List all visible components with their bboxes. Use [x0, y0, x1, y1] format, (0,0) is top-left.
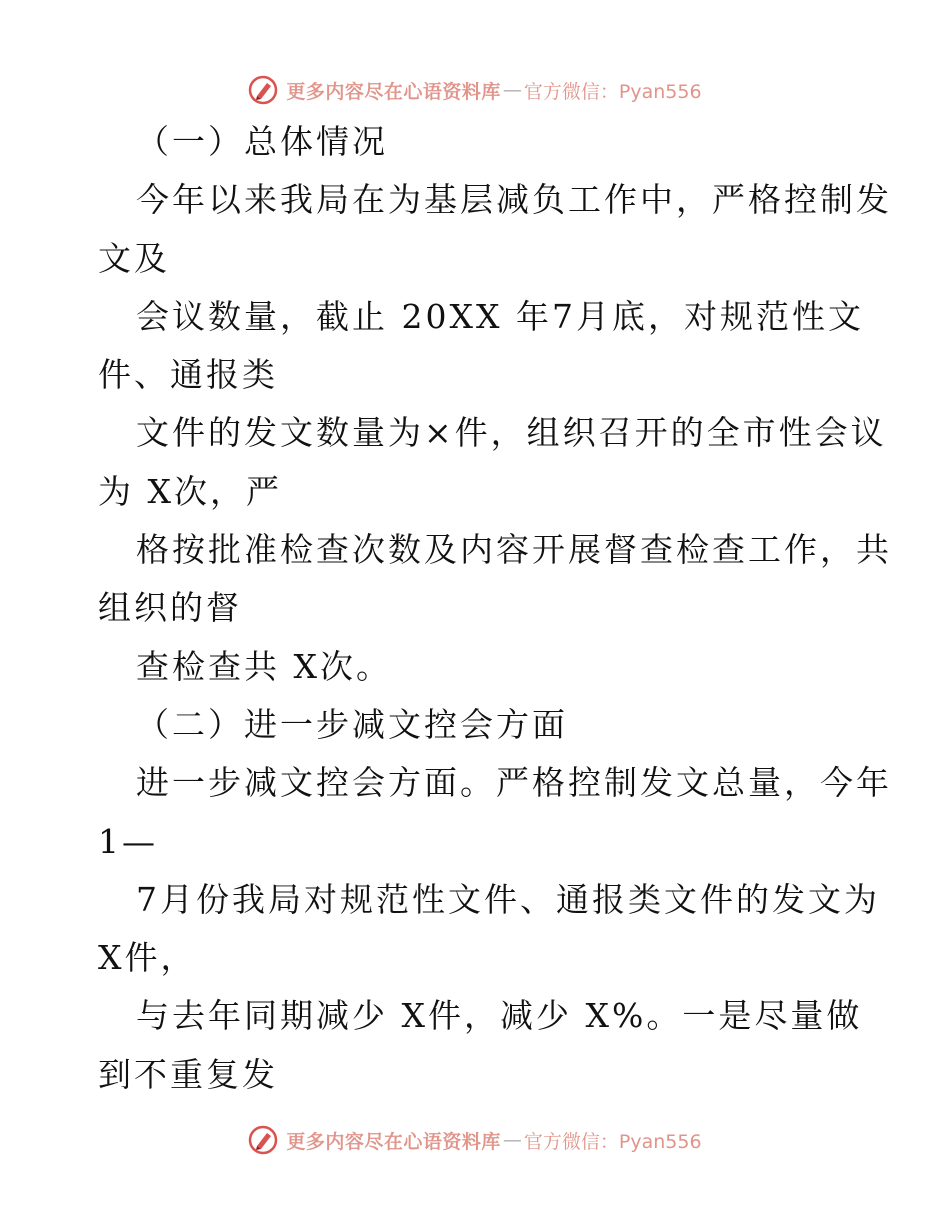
watermark-text: 更多内容尽在心语资料库	[286, 80, 501, 103]
text-line: （一）总体情况	[136, 122, 388, 161]
pen-logo-icon	[248, 1125, 278, 1155]
watermark-separator: —	[502, 1129, 522, 1151]
footer-watermark	[0, 1120, 950, 1160]
text-line: 1—	[98, 821, 158, 861]
watermark-wechat: 官方微信：Pyan556	[523, 80, 702, 103]
pen-logo-icon	[248, 75, 278, 105]
text-line: 文件的发文数量为×件，组织召开的全市性会议	[136, 413, 887, 453]
text-line: 为 X次，严	[98, 471, 282, 511]
text-line: 格按批准检查次数及内容开展督查检查工作，共	[136, 530, 892, 570]
text-line: 件、通报类	[98, 355, 278, 395]
text-line: 与去年同期减少 X件，减少 X%。一是尽量做	[136, 996, 863, 1036]
text-line: 文及	[98, 238, 170, 278]
text-line: （二）进一步减文控会方面	[136, 704, 568, 744]
text-line: 查检查共 X次。	[136, 646, 392, 686]
header-watermark	[0, 70, 950, 110]
watermark-text: 更多内容尽在心语资料库	[286, 1130, 501, 1153]
text-line: 到不重复发	[98, 1054, 278, 1094]
document-body	[98, 113, 892, 1104]
text-line: 组织的督	[98, 588, 242, 628]
text-line: X件，	[98, 938, 197, 978]
text-line: 7月份我局对规范性文件、通报类文件的发文为	[136, 879, 880, 919]
watermark-wechat: 官方微信：Pyan556	[523, 1130, 702, 1153]
text-line: 进一步减文控会方面。严格控制发文总量，今年	[136, 763, 892, 803]
text-line: 今年以来我局在为基层减负工作中，严格控制发	[136, 180, 892, 220]
text-line: 会议数量，截止 20XX 年7月底，对规范性文	[136, 296, 864, 336]
watermark-separator: —	[502, 79, 522, 101]
